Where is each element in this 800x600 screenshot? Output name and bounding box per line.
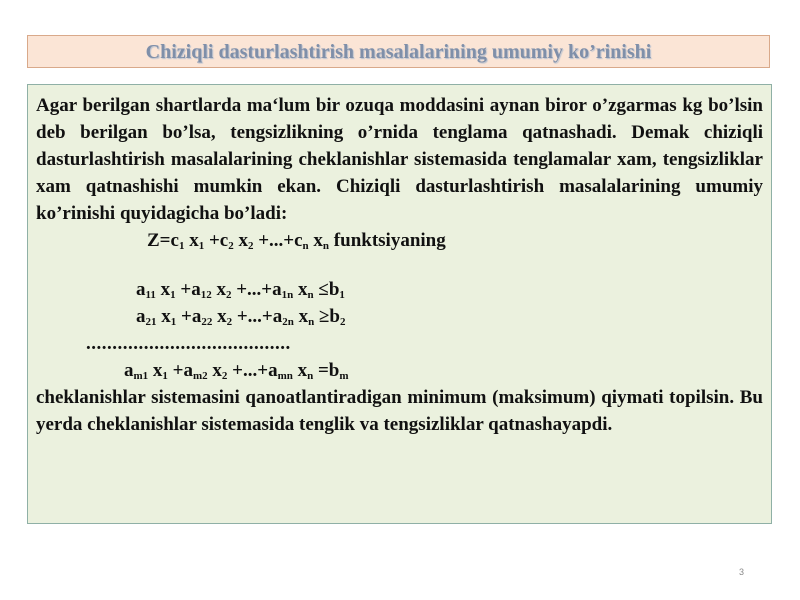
subscript: 22 xyxy=(201,316,213,328)
subscript: 2 xyxy=(228,240,234,252)
subscript: 2n xyxy=(282,316,294,328)
subscript: mn xyxy=(277,370,293,382)
term: +a xyxy=(175,279,201,300)
variable: x xyxy=(212,306,227,327)
term: +a xyxy=(176,306,202,327)
variable: x xyxy=(293,306,309,327)
spacer xyxy=(36,254,763,276)
objective-function xyxy=(36,227,763,254)
slide-title-bar xyxy=(27,35,770,68)
content-panel xyxy=(27,84,772,524)
subscript: 1n xyxy=(281,289,294,301)
term: +a xyxy=(167,360,193,381)
subscript: n xyxy=(322,240,330,252)
subscript: 12 xyxy=(200,289,212,301)
term: +...+a xyxy=(227,360,278,381)
subscript: n xyxy=(302,240,309,252)
subscript: 2 xyxy=(247,240,254,252)
constraint-row-1 xyxy=(36,276,763,303)
variable: x xyxy=(308,230,323,251)
subscript: 21 xyxy=(145,316,157,328)
subscript: m xyxy=(339,370,349,382)
coef: a xyxy=(124,360,134,381)
variable: x xyxy=(156,306,171,327)
relation-le: ≤b xyxy=(313,279,340,300)
term: +...+a xyxy=(232,306,283,327)
coef: a xyxy=(136,279,146,300)
slide-title: Chiziqli dasturlashtirish masalalarining umumiy ko’rinishi xyxy=(145,41,652,63)
variable: x xyxy=(155,279,171,300)
ellipsis-line: ....................................... xyxy=(86,333,291,354)
subscript: 2 xyxy=(225,289,232,301)
subscript: 1 xyxy=(339,289,345,301)
subscript: 2 xyxy=(226,316,233,328)
subscript: m1 xyxy=(133,370,149,382)
objective-lhs: Z=c xyxy=(147,230,179,251)
page-number: 3 xyxy=(738,567,744,577)
objective-suffix: funktsiyaning xyxy=(329,230,446,251)
subscript: 1 xyxy=(170,289,176,301)
subscript: n xyxy=(307,370,314,382)
subscript: 1 xyxy=(162,370,168,382)
variable: x xyxy=(148,360,163,381)
variable: x xyxy=(233,230,248,251)
relation-ge: ≥b xyxy=(314,306,340,327)
term: +...+c xyxy=(253,230,303,251)
term: +...+a xyxy=(231,279,282,300)
variable: x xyxy=(211,279,226,300)
subscript: m2 xyxy=(193,370,208,382)
subscript: n xyxy=(307,289,314,301)
constraint-row-2 xyxy=(36,303,763,330)
variable: x xyxy=(292,360,308,381)
variable: x xyxy=(293,279,308,300)
relation-eq: =b xyxy=(313,360,340,381)
variable: x xyxy=(184,230,199,251)
intro-paragraph: Agar berilgan shartlarda ma‘lum bir ozuqa moddasini aynan biror o’zgarmas kg bo’lsin deb berilgan bo’lsa, tengsizlikning o’rnida tenglama qatnashadi. Demak chiziqli dasturlashtirish masalalarining cheklanishlar sistemasida tenglamalar xam, tengsizliklar xam qatnashishi mumkin ekan. Chiziqli dasturlashtirish masalalarining umumiy ko’rinishi quyidagicha bo’ladi: xyxy=(36,95,763,224)
subscript: 2 xyxy=(339,316,346,328)
subscript: 1 xyxy=(198,240,205,252)
subscript: n xyxy=(308,316,315,328)
subscript: 2 xyxy=(221,370,228,382)
subscript: 11 xyxy=(145,289,156,301)
constraint-row-m xyxy=(36,357,763,384)
term: +c xyxy=(204,230,229,251)
subscript: 1 xyxy=(170,316,177,328)
variable: x xyxy=(207,360,222,381)
subscript: 1 xyxy=(178,240,185,252)
conclusion-paragraph: cheklanishlar sistemasini qanoatlantiradigan minimum (maksimum) qiymati topilsin. Bu yerda cheklanishlar sistemasida tenglik va tengsizliklar qatnashayapdi. xyxy=(36,387,763,435)
coef: a xyxy=(136,306,146,327)
